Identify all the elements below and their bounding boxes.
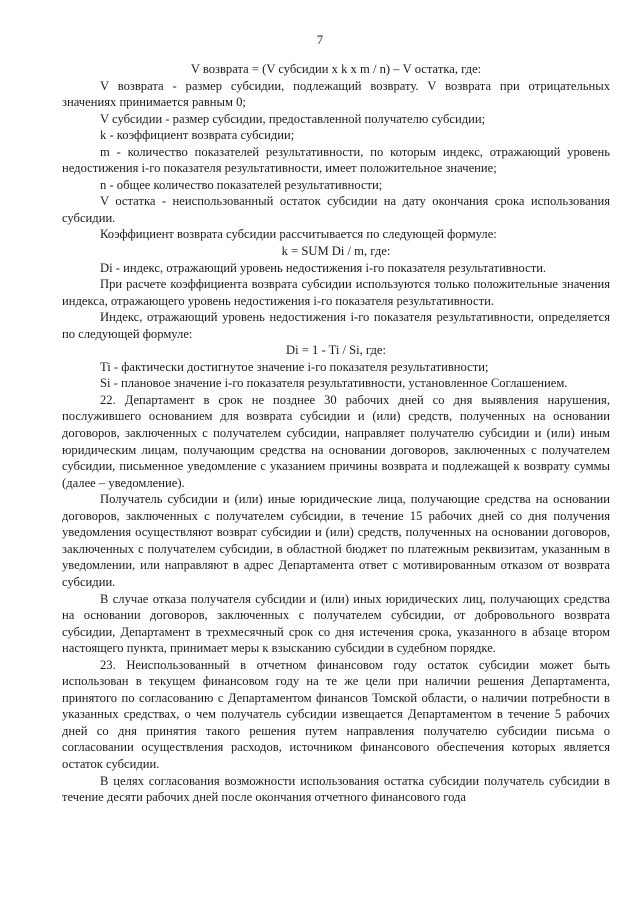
paragraph: m - количество показателей результативности, по которым индекс, отражающий уровень недостижения i-го показателя результативности, имеет положительное значение;	[62, 144, 610, 176]
paragraph: Ti - фактически достигнутое значение i-го показателя результативности;	[100, 359, 489, 374]
paragraph: Получатель субсидии и (или) иные юридические лица, получающие средства на основании договоров, заключенных с получателем субсидии, в течение 15 рабочих дней со дня получения уведомления осуществляют возврат субсидии и (или) средств, полученных на основании договоров, заключенных с получателем субсидии, в областной бюджет по платежным реквизитам, указанным в уведомлении, или направляют в адрес Департамента ответ с мотивированным отказом от возврата субсидии.	[62, 492, 610, 589]
paragraph: В целях согласования возможности использования остатка субсидии получатель субсидии в течение десяти рабочих дней после окончания отчетного финансового года	[62, 773, 610, 805]
paragraph-23: 23. Неиспользованный в отчетном финансовом году остаток субсидии может быть использован в текущем финансовом году на те же цели при наличии решения Департамента, принятого по согласованию с Департаментом финансов Томской области, о наличии потребности в указанных средствах, о чем получатель субсидии извещается Департаментом в течение 5 рабочих дней со дня принятия такого решения путем направления получателю субсидии письма о согласовании осуществления расходов, источником финансового обеспечения которых является остаток субсидии.	[62, 657, 610, 771]
paragraph: Коэффициент возврата субсидии рассчитывается по следующей формуле:	[100, 227, 497, 242]
paragraph-22: 22. Департамент в срок не позднее 30 рабочих дней со дня выявления нарушения, послужившего основанием для возврата субсидии и (или) средств, полученных на основании договоров, заключенных с получателем субсидии, направляет получателю субсидии и (или) иным юридическим лицам, получающим средства на основании договоров, заключенных с получателем субсидии, письменное уведомление с указанием причины возврата и подлежащей к возврату суммы (далее – уведомление).	[62, 392, 610, 490]
index-formula: Di = 1 - Ti / Si, где:	[286, 343, 386, 358]
paragraph: В случае отказа получателя субсидии и (или) иных юридических лиц, получающих средства на основании договоров, заключенных с получателем субсидии, от добровольного возврата субсидии, Департамент в трехмесячный срок со дня истечения срока, указанного в абзаце втором настоящего пункта, принимает меры к взысканию субсидии в судебном порядке.	[62, 591, 610, 656]
paragraph: k - коэффициент возврата субсидии;	[100, 128, 295, 143]
refund-formula: V возврата = (V субсидии x k x m / n) – V остатка, где:	[190, 62, 482, 76]
paragraph: V остатка - неиспользованный остаток субсидии на дату окончания срока использования субсидии.	[62, 194, 610, 225]
document-body	[62, 61, 610, 806]
paragraph: n - общее количество показателей результативности;	[100, 177, 383, 192]
paragraph: V субсидии - размер субсидии, предоставленной получателю субсидии;	[100, 111, 486, 126]
paragraph: Si - плановое значение i-го показателя результативности, установленное Соглашением.	[100, 376, 568, 391]
paragraph: Di - индекс, отражающий уровень недостижения i-го показателя результативности.	[100, 260, 547, 275]
paragraph: Индекс, отражающий уровень недостижения i-го показателя результативности, определяется по следующей формуле:	[62, 310, 610, 341]
coefficient-formula: k = SUM Di / m, где:	[281, 244, 391, 259]
paragraph: V возврата - размер субсидии, подлежащий возврату. V возврата при отрицательных значениях принимается равным 0;	[62, 78, 610, 110]
page-number: 7	[316, 33, 324, 47]
paragraph: При расчете коэффициента возврата субсидии используются только положительные значения индекса, отражающего уровень недостижения i-го показателя результативности.	[62, 277, 610, 308]
